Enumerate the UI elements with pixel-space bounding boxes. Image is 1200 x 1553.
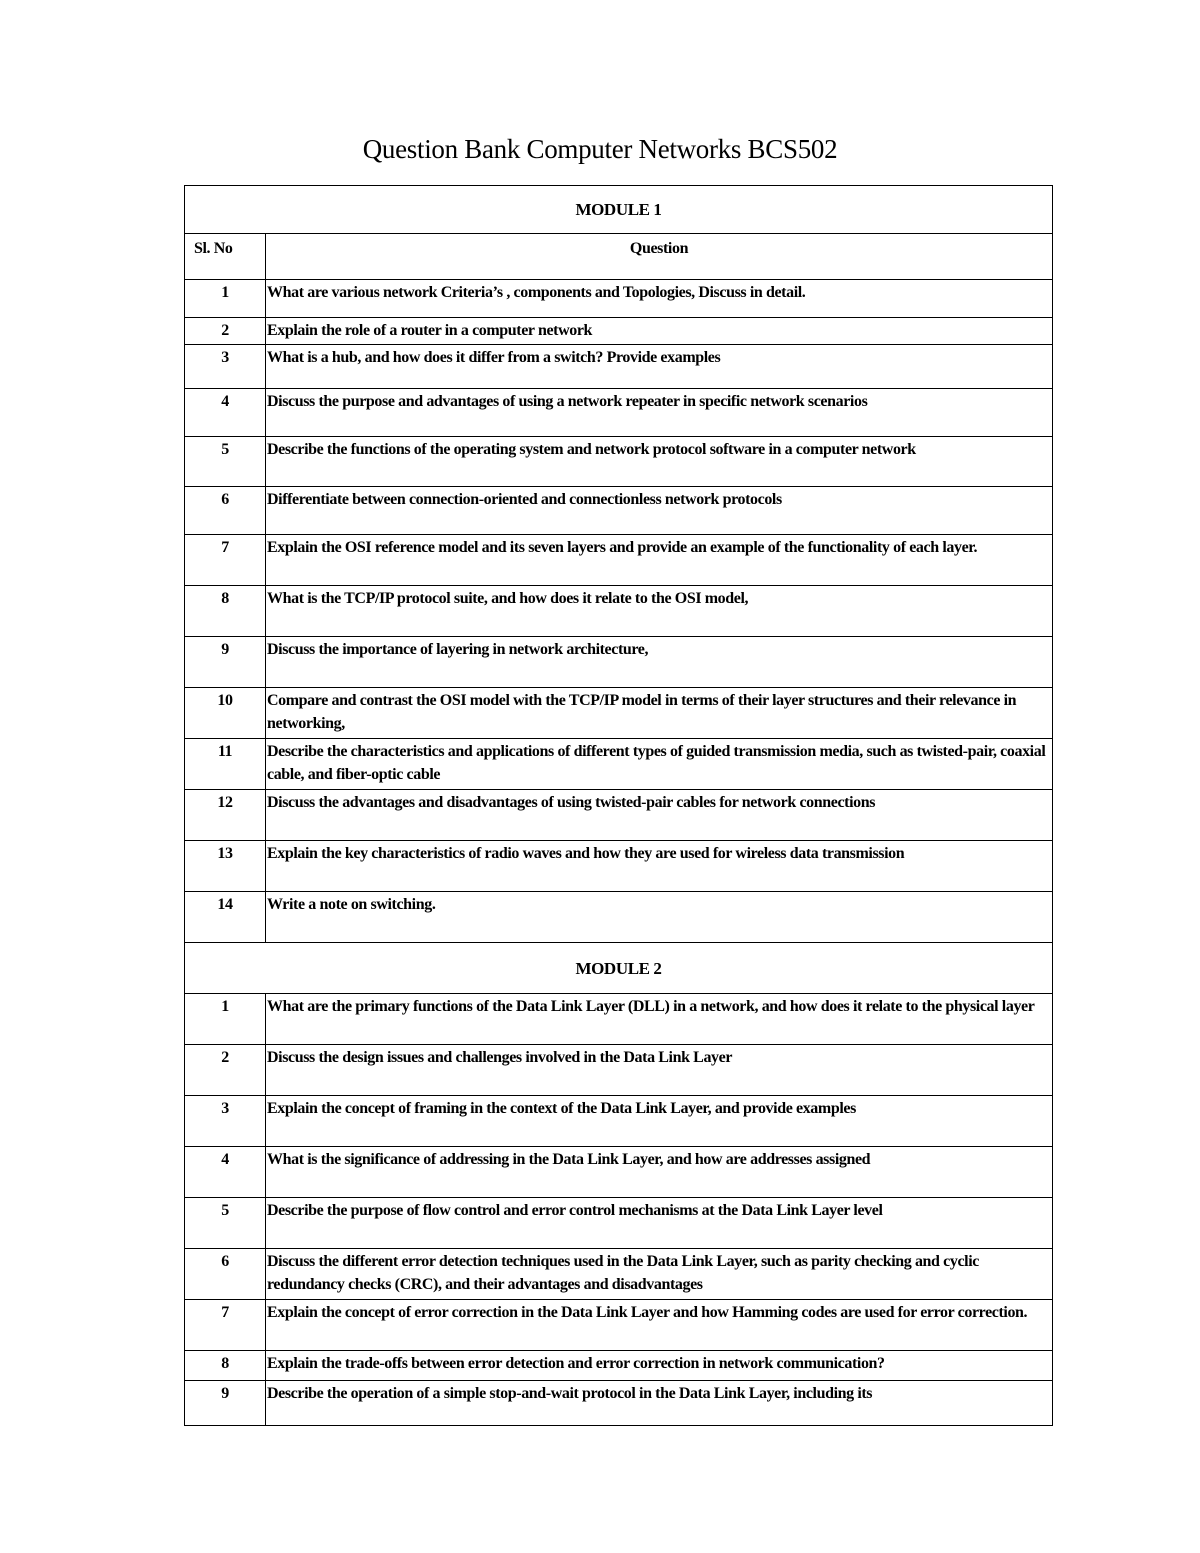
- question-number: 5: [185, 437, 266, 487]
- table-row: [185, 637, 1053, 688]
- question-number: 4: [185, 389, 266, 437]
- table-row: [185, 1096, 1053, 1147]
- question-text: Describe the characteristics and applications of different types of guided transmission media, such as twisted-pair, coaxial cable, and fiber-optic cable: [266, 739, 1053, 790]
- table-row: [185, 739, 1053, 790]
- table-row: [185, 1147, 1053, 1198]
- question-text: Differentiate between connection-oriented and connectionless network protocols: [266, 487, 1053, 535]
- question-number: 9: [185, 637, 266, 688]
- table-row: [185, 1381, 1053, 1426]
- question-text: What are various network Criteria’s , components and Topologies, Discuss in detail.: [266, 280, 1053, 318]
- table-row: [185, 790, 1053, 841]
- table-row: [185, 892, 1053, 943]
- question-text: Explain the OSI reference model and its seven layers and provide an example of the functionality of each layer.: [266, 535, 1053, 586]
- question-number: 3: [185, 1096, 266, 1147]
- table-row: [185, 487, 1053, 535]
- question-number: 7: [185, 1300, 266, 1351]
- table-row: [185, 1045, 1053, 1096]
- question-number: 10: [185, 688, 266, 739]
- table-row: [185, 535, 1053, 586]
- table-row: [185, 841, 1053, 892]
- module-header-row: [185, 186, 1053, 234]
- table-row: [185, 1249, 1053, 1300]
- question-text: What are the primary functions of the Data Link Layer (DLL) in a network, and how does it relate to the physical layer: [266, 994, 1053, 1045]
- question-text: What is the significance of addressing in the Data Link Layer, and how are addresses assigned: [266, 1147, 1053, 1198]
- question-text: Describe the operation of a simple stop-and-wait protocol in the Data Link Layer, including its: [266, 1381, 1053, 1426]
- module-title: MODULE 1: [185, 186, 1053, 234]
- question-number: 9: [185, 1381, 266, 1426]
- table-row: [185, 389, 1053, 437]
- table-row: [185, 318, 1053, 345]
- question-text: Write a note on switching.: [266, 892, 1053, 943]
- table-row: [185, 280, 1053, 318]
- page-title: Question Bank Computer Networks BCS502: [362, 134, 838, 164]
- module-title: MODULE 2: [185, 943, 1053, 994]
- question-number: 14: [185, 892, 266, 943]
- question-text: What is a hub, and how does it differ from a switch? Provide examples: [266, 345, 1053, 389]
- question-number: 12: [185, 790, 266, 841]
- question-text: Discuss the importance of layering in network architecture,: [266, 637, 1053, 688]
- question-number: 4: [185, 1147, 266, 1198]
- question-number: 8: [185, 1351, 266, 1381]
- question-text: Describe the purpose of flow control and error control mechanisms at the Data Link Layer level: [266, 1198, 1053, 1249]
- question-number: 3: [185, 345, 266, 389]
- question-text: Explain the concept of framing in the context of the Data Link Layer, and provide examples: [266, 1096, 1053, 1147]
- question-number: 2: [185, 318, 266, 345]
- question-text: What is the TCP/IP protocol suite, and how does it relate to the OSI model,: [266, 586, 1053, 637]
- question-text: Compare and contrast the OSI model with the TCP/IP model in terms of their layer structures and their relevance in networking,: [266, 688, 1053, 739]
- question-text: Discuss the design issues and challenges involved in the Data Link Layer: [266, 1045, 1053, 1096]
- table-row: [185, 1351, 1053, 1381]
- question-text: Explain the role of a router in a computer network: [266, 318, 1053, 345]
- sl-no-header: Sl. No: [185, 234, 266, 280]
- question-number: 5: [185, 1198, 266, 1249]
- question-table: [184, 185, 1053, 1426]
- table-row: [185, 1300, 1053, 1351]
- question-text: Discuss the advantages and disadvantages of using twisted-pair cables for network connections: [266, 790, 1053, 841]
- question-text: Explain the key characteristics of radio waves and how they are used for wireless data transmission: [266, 841, 1053, 892]
- module-header-row: [185, 943, 1053, 994]
- question-text: Explain the concept of error correction in the Data Link Layer and how Hamming codes are used for error correction.: [266, 1300, 1053, 1351]
- question-number: 6: [185, 1249, 266, 1300]
- question-number: 11: [185, 739, 266, 790]
- question-number: 6: [185, 487, 266, 535]
- question-number: 13: [185, 841, 266, 892]
- question-text: Discuss the purpose and advantages of using a network repeater in specific network scenarios: [266, 389, 1053, 437]
- question-text: Describe the functions of the operating system and network protocol software in a computer network: [266, 437, 1053, 487]
- question-text: Discuss the different error detection techniques used in the Data Link Layer, such as parity checking and cyclic redundancy checks (CRC), and their advantages and disadvantages: [266, 1249, 1053, 1300]
- table-row: [185, 688, 1053, 739]
- table-row: [185, 586, 1053, 637]
- question-number: 1: [185, 994, 266, 1045]
- table-row: [185, 437, 1053, 487]
- question-text: Explain the trade-offs between error detection and error correction in network communication?: [266, 1351, 1053, 1381]
- column-header-row: [185, 234, 1053, 280]
- question-number: 7: [185, 535, 266, 586]
- question-header: Question: [266, 234, 1053, 280]
- question-number: 2: [185, 1045, 266, 1096]
- question-number: 1: [185, 280, 266, 318]
- table-row: [185, 1198, 1053, 1249]
- question-number: 8: [185, 586, 266, 637]
- table-row: [185, 345, 1053, 389]
- table-row: [185, 994, 1053, 1045]
